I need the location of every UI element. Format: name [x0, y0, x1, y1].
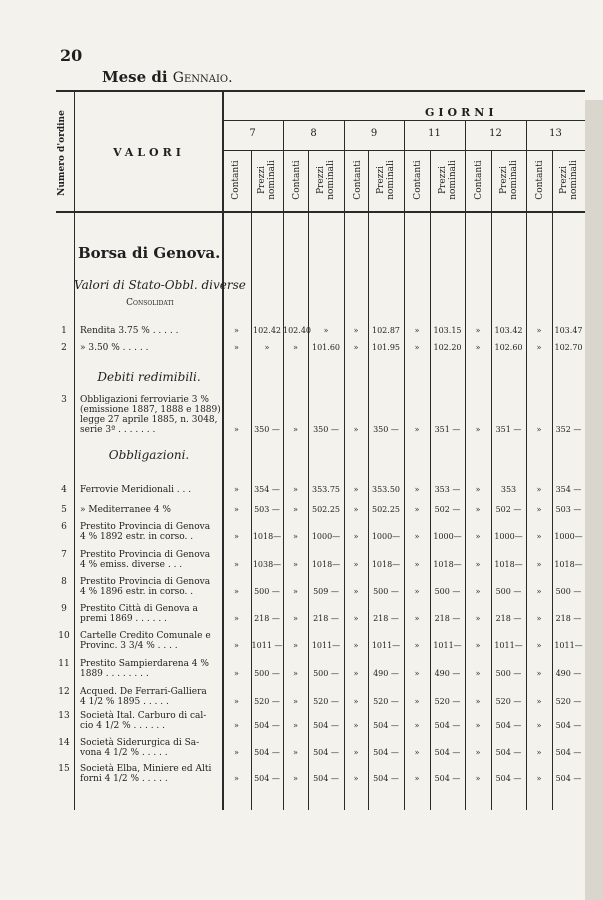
column-prezzi-nominali [499, 150, 519, 210]
table-cell: » [536, 505, 542, 514]
table-cell: 350 — [313, 425, 339, 434]
description-line: serie 3ª . . . . . . . [80, 425, 156, 435]
table-cell: » [353, 697, 359, 706]
rule-line [526, 120, 527, 810]
table-cell: » [353, 485, 359, 494]
table-cell: 502.25 [312, 505, 340, 514]
table-cell: » [475, 697, 481, 706]
table-cell: 520 — [373, 697, 399, 706]
table-cell: » [293, 748, 298, 757]
description-line: Cartelle Credito Comunale e [80, 631, 211, 641]
table-cell: 1018— [311, 560, 341, 569]
table-cell: 1018— [371, 560, 401, 569]
row-number: 9 [61, 604, 67, 614]
table-cell: 500 — [313, 669, 339, 678]
table-cell: 1000— [554, 532, 583, 541]
description-line: Ferrovie Meridionali . . . [80, 485, 192, 495]
prezzi-label: Prezzi [257, 165, 267, 195]
table-cell: 1011— [311, 641, 341, 650]
table-cell: 503 — [254, 505, 280, 514]
description-line: 4 % 1896 estr. in corso. . [80, 587, 194, 597]
table-cell: 352 — [555, 425, 582, 434]
table-cell: 353.50 [372, 485, 400, 494]
table-cell: 502 — [434, 505, 461, 514]
table-cell: » [414, 641, 420, 650]
table-cell: » [353, 669, 359, 678]
day-header-13: 13 [549, 128, 562, 139]
page-edge [585, 100, 603, 900]
table-cell: » [234, 748, 239, 757]
table-cell: » [536, 697, 542, 706]
description-line: Prestito Città di Genova a [80, 604, 198, 614]
table-cell: 1000— [433, 532, 462, 541]
table-cell: » [475, 343, 481, 352]
table-cell: » [353, 532, 359, 541]
table-cell: 520 — [555, 697, 582, 706]
table-cell: » [475, 532, 481, 541]
table-cell: » [234, 343, 239, 352]
rule-line [552, 150, 553, 810]
table-cell: 351 — [495, 425, 522, 434]
table-cell: 504 — [555, 721, 582, 730]
table-cell: 500 — [495, 587, 522, 596]
table-cell: » [234, 669, 239, 678]
table-cell: » [475, 669, 481, 678]
table-cell: 500 — [254, 587, 280, 596]
table-cell: 490 — [373, 669, 399, 678]
table-cell: » [414, 614, 420, 623]
table-cell: 1018— [494, 560, 523, 569]
row-number: 15 [58, 764, 70, 774]
table-cell: 490 — [555, 669, 582, 678]
table-cell: 504 — [434, 774, 461, 783]
table-cell: » [414, 721, 420, 730]
table-cell: 520 — [495, 697, 522, 706]
table-cell: 503 — [555, 505, 582, 514]
table-cell: 102.20 [433, 343, 462, 352]
table-cell: 504 — [434, 721, 461, 730]
description-line: Obbligazioni ferroviarie 3 % [80, 395, 209, 405]
nominali-label: nominali [326, 160, 336, 200]
row-description [80, 577, 210, 597]
table-cell: 520 — [254, 697, 280, 706]
table-cell: 1011— [554, 641, 583, 650]
day-header-9: 9 [370, 128, 378, 139]
table-cell: » [353, 587, 359, 596]
table-cell: 504 — [313, 748, 339, 757]
table-cell: » [264, 343, 270, 352]
table-cell: » [536, 641, 542, 650]
table-cell: » [353, 343, 359, 352]
table-cell: » [536, 748, 542, 757]
description-line: Società Elba, Miniere ed Alti [80, 764, 212, 774]
description-line: 1889 . . . . . . . . [80, 669, 149, 679]
table-cell: 504 — [254, 721, 280, 730]
table-cell: 1011— [371, 641, 401, 650]
table-cell: » [353, 721, 359, 730]
table-cell: 520 — [313, 697, 339, 706]
table-cell: 351 — [434, 425, 461, 434]
table-cell: » [536, 669, 542, 678]
table-cell: » [234, 485, 239, 494]
section-borsa-title: Borsa di Genova. [78, 244, 221, 262]
table-cell: » [414, 425, 420, 434]
table-cell: 1000— [494, 532, 523, 541]
description-line: Società Siderurgica di Sa- [80, 738, 200, 748]
table-cell: » [536, 326, 542, 335]
table-cell: » [234, 425, 239, 434]
table-cell: 504 — [254, 774, 280, 783]
table-cell: 102.42 [253, 326, 281, 335]
table-cell: » [293, 641, 298, 650]
table-cell: » [414, 343, 420, 352]
column-contanti: Contanti [535, 160, 545, 200]
description-line: Prestito Provincia di Genova [80, 577, 211, 587]
table-cell: » [536, 560, 542, 569]
nominali-label: nominali [386, 160, 396, 200]
table-cell: » [234, 587, 239, 596]
table-cell: » [475, 721, 481, 730]
day-header-12: 12 [489, 128, 502, 139]
table-cell: » [293, 485, 298, 494]
table-cell: 101.95 [372, 343, 400, 352]
row-number: 13 [58, 711, 70, 721]
table-cell: 1038— [252, 560, 282, 569]
table-cell: » [536, 425, 542, 434]
table-cell: 504 — [495, 721, 522, 730]
table-cell: 1000— [311, 532, 341, 541]
description-line: Società Ital. Carburo di cal- [80, 711, 207, 721]
table-cell: 520 — [434, 697, 461, 706]
table-cell: 353.75 [312, 485, 340, 494]
prezzi-label: Prezzi [437, 165, 448, 195]
table-cell: » [414, 560, 420, 569]
table-cell: » [353, 425, 359, 434]
table-cell: 353 — [434, 485, 461, 494]
rule-line [465, 120, 466, 810]
day-header-11: 11 [428, 128, 441, 139]
row-description [80, 659, 209, 679]
section-consolidati: Consolidati [126, 298, 174, 308]
table-cell: » [353, 505, 359, 514]
row-number: 7 [61, 550, 67, 560]
table-cell: 500 — [254, 669, 280, 678]
row-description [80, 550, 210, 570]
table-cell: » [414, 326, 420, 335]
header-giorni: GIORNI [425, 106, 498, 119]
column-contanti: Contanti [292, 160, 302, 200]
row-description [80, 395, 221, 435]
table-cell: 504 — [254, 748, 280, 757]
table-cell: » [293, 721, 298, 730]
table-cell: 500 — [495, 669, 522, 678]
row-description [80, 711, 206, 731]
row-number: 2 [61, 343, 67, 353]
table-cell: » [536, 721, 542, 730]
row-description [80, 326, 178, 336]
table-cell: 218 — [254, 614, 280, 623]
table-cell: » [234, 721, 239, 730]
table-cell: 218 — [555, 614, 582, 623]
table-cell: » [475, 614, 481, 623]
table-cell: 504 — [555, 774, 582, 783]
table-cell: » [293, 587, 298, 596]
row-number: 6 [61, 522, 67, 532]
table-cell: » [234, 505, 239, 514]
table-cell: » [475, 587, 481, 596]
row-number: 12 [58, 687, 70, 697]
table-cell: 504 — [373, 774, 399, 783]
header-valori: VALORI [113, 146, 185, 159]
nominali-label: nominali [508, 160, 519, 200]
table-cell: 102.60 [494, 343, 523, 352]
rule-line [344, 120, 345, 810]
table-cell: » [414, 774, 420, 783]
prezzi-label: Prezzi [316, 165, 326, 195]
description-line: vona 4 1/2 % . . . . . [80, 748, 168, 758]
table-cell: 1011— [494, 641, 523, 650]
table-cell: » [293, 774, 298, 783]
row-description [80, 604, 198, 624]
page-number: 20 [60, 46, 83, 65]
rule-line [308, 150, 309, 810]
description-line: » Mediterranee 4 % [80, 505, 171, 515]
table-cell: » [353, 748, 359, 757]
table-cell: 354 — [254, 485, 280, 494]
table-cell: 103.15 [433, 326, 462, 335]
row-description [80, 738, 199, 758]
table-cell: » [293, 425, 298, 434]
column-contanti: Contanti [474, 160, 484, 200]
table-cell: 350 — [373, 425, 399, 434]
table-cell: » [293, 343, 298, 352]
table-cell: 1018— [252, 532, 282, 541]
table-cell: » [234, 641, 239, 650]
table-cell: » [475, 774, 481, 783]
description-line: » 3.50 % . . . . . [80, 343, 149, 353]
nominali-label: nominali [447, 160, 458, 200]
table-cell: » [475, 748, 481, 757]
description-line: Acqued. De Ferrari-Galliera [80, 687, 207, 697]
table-cell: 509 — [313, 587, 339, 596]
nominali-label: nominali [568, 160, 579, 200]
column-prezzi-nominali [438, 150, 458, 210]
description-line: 4 % 1892 estr. in corso. . [80, 532, 194, 542]
description-line: 4 1/2 % 1895 . . . . . [80, 697, 169, 707]
table-cell: » [353, 774, 359, 783]
table-cell: 504 — [434, 748, 461, 757]
table-cell: 103.47 [554, 326, 583, 335]
table-cell: » [234, 697, 239, 706]
month-label: Mese di [102, 68, 168, 86]
table-cell: 504 — [373, 721, 399, 730]
rule-line [430, 150, 431, 810]
description-line: Prestito Provincia di Genova [80, 522, 211, 532]
table-cell: » [414, 587, 420, 596]
rule-line [56, 90, 585, 92]
table-cell: 103.42 [494, 326, 523, 335]
table-cell: » [475, 505, 481, 514]
table-cell: » [536, 343, 542, 352]
table-cell: » [353, 560, 359, 569]
table-cell: » [293, 669, 298, 678]
table-cell: » [293, 505, 298, 514]
page-title [102, 68, 233, 86]
description-line: Provinc. 3 3/4 % . . . . [80, 641, 178, 651]
rule-line [56, 211, 585, 213]
table-cell: 101.60 [312, 343, 340, 352]
table-cell: » [536, 587, 542, 596]
row-description [80, 343, 148, 353]
table-cell: 504 — [313, 774, 339, 783]
prezzi-label: Prezzi [558, 165, 569, 195]
table-cell: 502.25 [372, 505, 400, 514]
rule-line [491, 150, 492, 810]
column-prezzi-nominali [376, 150, 396, 210]
table-cell: » [475, 485, 481, 494]
row-number: 8 [61, 577, 67, 587]
table-cell: » [234, 614, 239, 623]
row-number: 10 [58, 631, 70, 641]
table-cell: » [353, 326, 359, 335]
header-numero-ordine: Numero d'ordine [57, 110, 67, 196]
row-description [80, 764, 211, 784]
column-prezzi-nominali [559, 150, 579, 210]
table-cell: 504 — [313, 721, 339, 730]
table-cell: » [353, 641, 359, 650]
description-line: (emissione 1887, 1888 e 1889) [80, 405, 221, 415]
row-description [80, 687, 207, 707]
table-cell: » [414, 485, 420, 494]
column-contanti: Contanti [413, 160, 423, 200]
table-cell: 490 — [434, 669, 461, 678]
table-cell: » [293, 697, 298, 706]
table-cell: 218 — [373, 614, 399, 623]
column-contanti: Contanti [231, 160, 241, 200]
rule-line [251, 150, 252, 810]
table-cell: » [414, 748, 420, 757]
row-number: 3 [61, 395, 67, 405]
table-cell: » [536, 485, 542, 494]
description-line: 4 % emiss. diverse . . . [80, 560, 183, 570]
description-line: forni 4 1/2 % . . . . . [80, 774, 168, 784]
section-obbligazioni: Obbligazioni. [108, 448, 190, 462]
table-cell: 353 [500, 485, 517, 494]
rule-line [222, 120, 223, 810]
description-line: Rendita 3.75 % . . . . . [80, 326, 179, 336]
table-cell: » [475, 641, 481, 650]
table-cell: » [475, 425, 481, 434]
table-cell: » [536, 614, 542, 623]
row-description [80, 485, 191, 495]
table-cell: 1011 — [251, 641, 283, 650]
row-number: 14 [58, 738, 70, 748]
table-cell: 1000— [371, 532, 401, 541]
table-cell: » [323, 326, 329, 335]
table-cell: » [234, 532, 239, 541]
row-description [80, 505, 171, 515]
table-cell: » [234, 774, 239, 783]
table-cell: 102.70 [554, 343, 583, 352]
row-number: 1 [61, 326, 67, 336]
row-number: 4 [61, 485, 67, 495]
table-cell: 500 — [373, 587, 399, 596]
table-cell: 218 — [313, 614, 339, 623]
table-cell: 218 — [434, 614, 461, 623]
table-cell: 502 — [495, 505, 522, 514]
row-description [80, 522, 210, 542]
table-cell: 354 — [555, 485, 582, 494]
table-cell: 504 — [373, 748, 399, 757]
rule-line [283, 120, 284, 810]
table-cell: 500 — [555, 587, 582, 596]
prezzi-label: Prezzi [376, 165, 386, 195]
table-cell: 102.87 [372, 326, 400, 335]
description-line: premi 1869 . . . . . . [80, 614, 167, 624]
table-cell: » [536, 532, 542, 541]
section-debiti: Debiti redimibili. [97, 370, 201, 384]
table-cell: » [414, 532, 420, 541]
row-description [80, 631, 211, 651]
table-cell: » [234, 326, 239, 335]
description-line: legge 27 aprile 1885, n. 3048, [80, 415, 218, 425]
prezzi-label: Prezzi [498, 165, 509, 195]
table-cell: » [414, 505, 420, 514]
table-cell: 218 — [495, 614, 522, 623]
section-valori-stato: Valori di Stato-Obbl. diverse [74, 278, 246, 292]
rule-line [404, 120, 405, 810]
description-line: Prestito Sampierdarena 4 % [80, 659, 209, 669]
table-cell: 504 — [495, 748, 522, 757]
table-cell: 1011— [433, 641, 462, 650]
row-number: 5 [61, 505, 67, 515]
table-cell: » [414, 697, 420, 706]
nominali-label: nominali [267, 160, 277, 200]
table-cell: » [293, 614, 298, 623]
description-line: Prestito Provincia di Genova [80, 550, 211, 560]
day-header-8: 8 [310, 128, 317, 139]
month-name: Gennaio. [172, 70, 233, 86]
table-cell: 102.40 [283, 326, 311, 335]
table-cell: » [536, 774, 542, 783]
row-number: 11 [58, 659, 70, 669]
table-cell: » [293, 532, 298, 541]
table-cell: » [475, 326, 481, 335]
description-line: cio 4 1/2 % . . . . . . [80, 721, 166, 731]
table-cell: » [293, 560, 298, 569]
table-cell: » [414, 669, 420, 678]
rule-line [368, 150, 369, 810]
column-contanti: Contanti [353, 160, 363, 200]
table-cell: » [234, 560, 239, 569]
table-cell: » [353, 614, 359, 623]
column-prezzi-nominali [257, 150, 277, 210]
table-cell: 1018— [433, 560, 462, 569]
table-cell: 504 — [495, 774, 522, 783]
day-header-7: 7 [249, 128, 256, 139]
column-prezzi-nominali [316, 150, 336, 210]
table-cell: 500 — [434, 587, 461, 596]
table-cell: 350 — [254, 425, 280, 434]
table-cell: » [475, 560, 481, 569]
table-cell: 1018— [554, 560, 583, 569]
table-cell: 504 — [555, 748, 582, 757]
